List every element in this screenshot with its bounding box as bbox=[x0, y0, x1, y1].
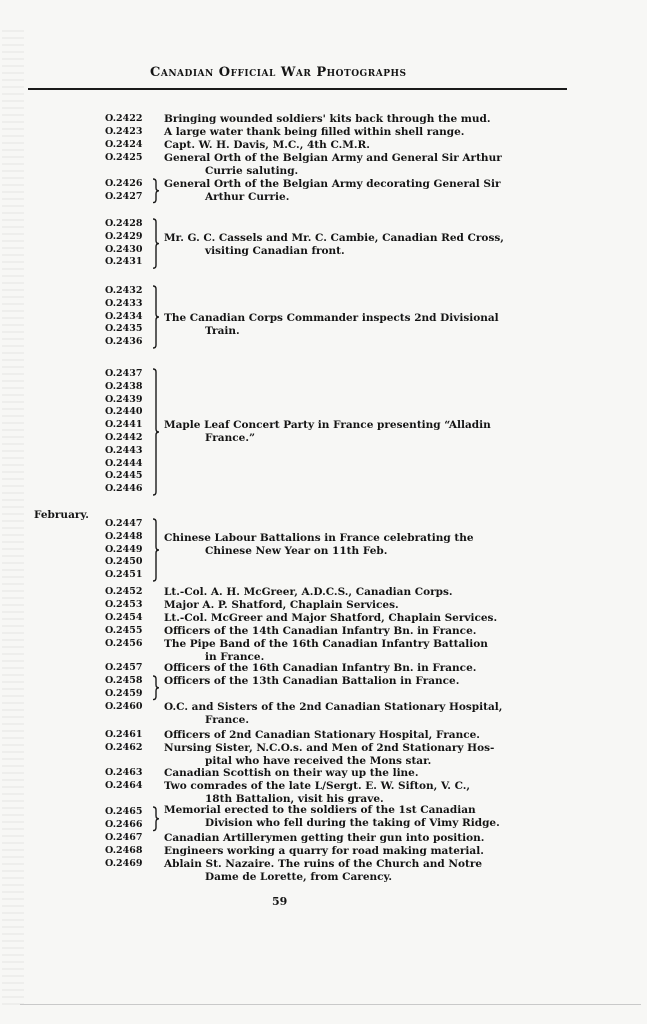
grouping-brace bbox=[152, 285, 160, 349]
photo-number: O.2466 bbox=[105, 818, 143, 830]
photo-caption: Bringing wounded soldiers' kits back through the mud. bbox=[164, 113, 491, 125]
photo-number: O.2450 bbox=[105, 556, 143, 568]
photo-number: O.2444 bbox=[105, 457, 143, 469]
photo-caption-continuation: France. bbox=[205, 713, 249, 726]
photo-number: O.2427 bbox=[105, 190, 143, 202]
photo-caption: General Orth of the Belgian Army and General Sir Arthur bbox=[164, 152, 502, 164]
photo-number: O.2449 bbox=[105, 543, 143, 555]
photo-number: O.2447 bbox=[105, 518, 143, 529]
photo-caption-continuation: Chinese New Year on 11th Feb. bbox=[205, 544, 388, 557]
photo-number: O.2465 bbox=[105, 806, 143, 817]
photo-number: O.2464 bbox=[105, 780, 143, 791]
grouping-brace bbox=[152, 675, 160, 701]
photo-caption: Lt.-Col. A. H. McGreer, A.D.C.S., Canadian Corps. bbox=[164, 586, 453, 598]
scanned-page-edge bbox=[2, 30, 24, 1010]
photo-number: O.2452 bbox=[105, 586, 143, 597]
photo-caption: Officers of the 16th Canadian Infantry Bn. in France. bbox=[164, 662, 477, 674]
photo-number: O.2430 bbox=[105, 243, 143, 255]
photo-number: O.2445 bbox=[105, 470, 143, 482]
photo-number: O.2428 bbox=[105, 218, 143, 229]
photo-number: O.2460 bbox=[105, 701, 143, 712]
photo-caption: Officers of the 14th Canadian Infantry Bn. in France. bbox=[164, 625, 477, 637]
photo-number: O.2425 bbox=[105, 152, 143, 163]
photo-number: O.2459 bbox=[105, 687, 143, 699]
photo-number: O.2469 bbox=[105, 858, 143, 869]
photo-caption: Lt.-Col. McGreer and Major Shatford, Chaplain Services. bbox=[164, 612, 498, 624]
photo-number: O.2434 bbox=[105, 310, 143, 322]
photo-number: O.2442 bbox=[105, 432, 143, 443]
photo-caption: General Orth of the Belgian Army decorating General Sir bbox=[164, 178, 501, 190]
photo-number: O.2456 bbox=[105, 638, 143, 649]
photo-number: O.2424 bbox=[105, 139, 143, 150]
photo-caption: Major A. P. Shatford, Chaplain Services. bbox=[164, 599, 399, 611]
photo-number: O.2463 bbox=[105, 767, 143, 778]
photo-caption-continuation: 18th Battalion, visit his grave. bbox=[205, 792, 384, 805]
photo-number: O.2436 bbox=[105, 336, 143, 348]
photo-number: O.2467 bbox=[105, 832, 143, 843]
photo-caption-continuation: Arthur Currie. bbox=[205, 190, 290, 203]
photo-caption-continuation: in France. bbox=[205, 650, 265, 663]
grouping-brace bbox=[152, 806, 160, 832]
photo-number: O.2422 bbox=[105, 113, 143, 124]
photo-caption: The Pipe Band of the 16th Canadian Infantry Battalion bbox=[164, 638, 488, 650]
photo-caption: Canadian Artillerymen getting their gun into position. bbox=[164, 832, 485, 844]
photo-caption: Mr. G. C. Cassels and Mr. C. Cambie, Canadian Red Cross, bbox=[164, 232, 504, 244]
photo-number: O.2426 bbox=[105, 178, 143, 189]
photo-number: O.2448 bbox=[105, 530, 143, 542]
photo-caption: Engineers working a quarry for road making material. bbox=[164, 845, 484, 857]
photo-number: O.2431 bbox=[105, 256, 143, 268]
photo-caption: Capt. W. H. Davis, M.C., 4th C.M.R. bbox=[164, 139, 370, 151]
photo-caption: A large water thank being filled within shell range. bbox=[164, 126, 465, 138]
photo-number: O.2446 bbox=[105, 483, 143, 495]
photo-number: O.2423 bbox=[105, 126, 143, 137]
photo-number: O.2454 bbox=[105, 612, 143, 623]
photo-number: O.2438 bbox=[105, 380, 143, 392]
photo-number: O.2432 bbox=[105, 285, 143, 296]
photo-caption: Chinese Labour Battalions in France celebrating the bbox=[164, 532, 474, 544]
photo-caption-continuation: visiting Canadian front. bbox=[205, 244, 345, 257]
photo-caption-continuation: France.” bbox=[205, 431, 256, 444]
photo-number: O.2443 bbox=[105, 444, 143, 456]
photo-number: O.2439 bbox=[105, 393, 143, 405]
photo-caption: The Canadian Corps Commander inspects 2nd Divisional bbox=[164, 312, 499, 324]
page-number: 59 bbox=[272, 895, 288, 908]
photo-number: O.2457 bbox=[105, 662, 143, 673]
photo-caption: Canadian Scottish on their way up the line. bbox=[164, 767, 419, 779]
grouping-brace bbox=[152, 178, 160, 204]
photo-number: O.2429 bbox=[105, 230, 143, 242]
photo-caption: Two comrades of the late L/Sergt. E. W. Sifton, V. C., bbox=[164, 780, 471, 792]
photo-number: O.2461 bbox=[105, 729, 143, 740]
photo-number: O.2458 bbox=[105, 675, 143, 686]
photo-caption: Maple Leaf Concert Party in France presenting “Alladin bbox=[164, 419, 491, 431]
photo-caption-continuation: pital who have received the Mons star. bbox=[205, 754, 432, 767]
photo-caption: O.C. and Sisters of the 2nd Canadian Stationary Hospital, bbox=[164, 701, 503, 713]
photo-number: O.2440 bbox=[105, 406, 143, 418]
photo-caption: Nursing Sister, N.C.O.s. and Men of 2nd Stationary Hos- bbox=[164, 742, 495, 754]
photo-number: O.2441 bbox=[105, 419, 143, 431]
photo-number: O.2453 bbox=[105, 599, 143, 610]
photo-number: O.2433 bbox=[105, 297, 143, 309]
photo-caption: Officers of 2nd Canadian Stationary Hospital, France. bbox=[164, 729, 480, 741]
grouping-brace bbox=[152, 218, 160, 269]
page-bottom-edge bbox=[20, 1004, 641, 1005]
running-header: Canadian Official War Photographs bbox=[150, 65, 407, 80]
grouping-brace bbox=[152, 368, 160, 496]
photo-caption-continuation: Division who fell during the taking of Vimy Ridge. bbox=[205, 816, 500, 829]
month-label: February. bbox=[34, 509, 89, 521]
photo-number: O.2451 bbox=[105, 569, 143, 581]
photo-number: O.2462 bbox=[105, 742, 143, 753]
photo-number: O.2435 bbox=[105, 323, 143, 335]
header-rule bbox=[28, 88, 567, 90]
photo-caption-continuation: Currie saluting. bbox=[205, 164, 299, 177]
photo-caption: Officers of the 13th Canadian Battalion in France. bbox=[164, 675, 460, 687]
photo-caption-continuation: Train. bbox=[205, 324, 240, 337]
photo-number: O.2455 bbox=[105, 625, 143, 636]
photo-number: O.2468 bbox=[105, 845, 143, 856]
photo-caption-continuation: Dame de Lorette, from Carency. bbox=[205, 870, 393, 883]
photo-number: O.2437 bbox=[105, 368, 143, 379]
grouping-brace bbox=[152, 518, 160, 582]
photo-caption: Ablain St. Nazaire. The ruins of the Church and Notre bbox=[164, 858, 483, 870]
photo-caption: Memorial erected to the soldiers of the 1st Canadian bbox=[164, 804, 476, 816]
